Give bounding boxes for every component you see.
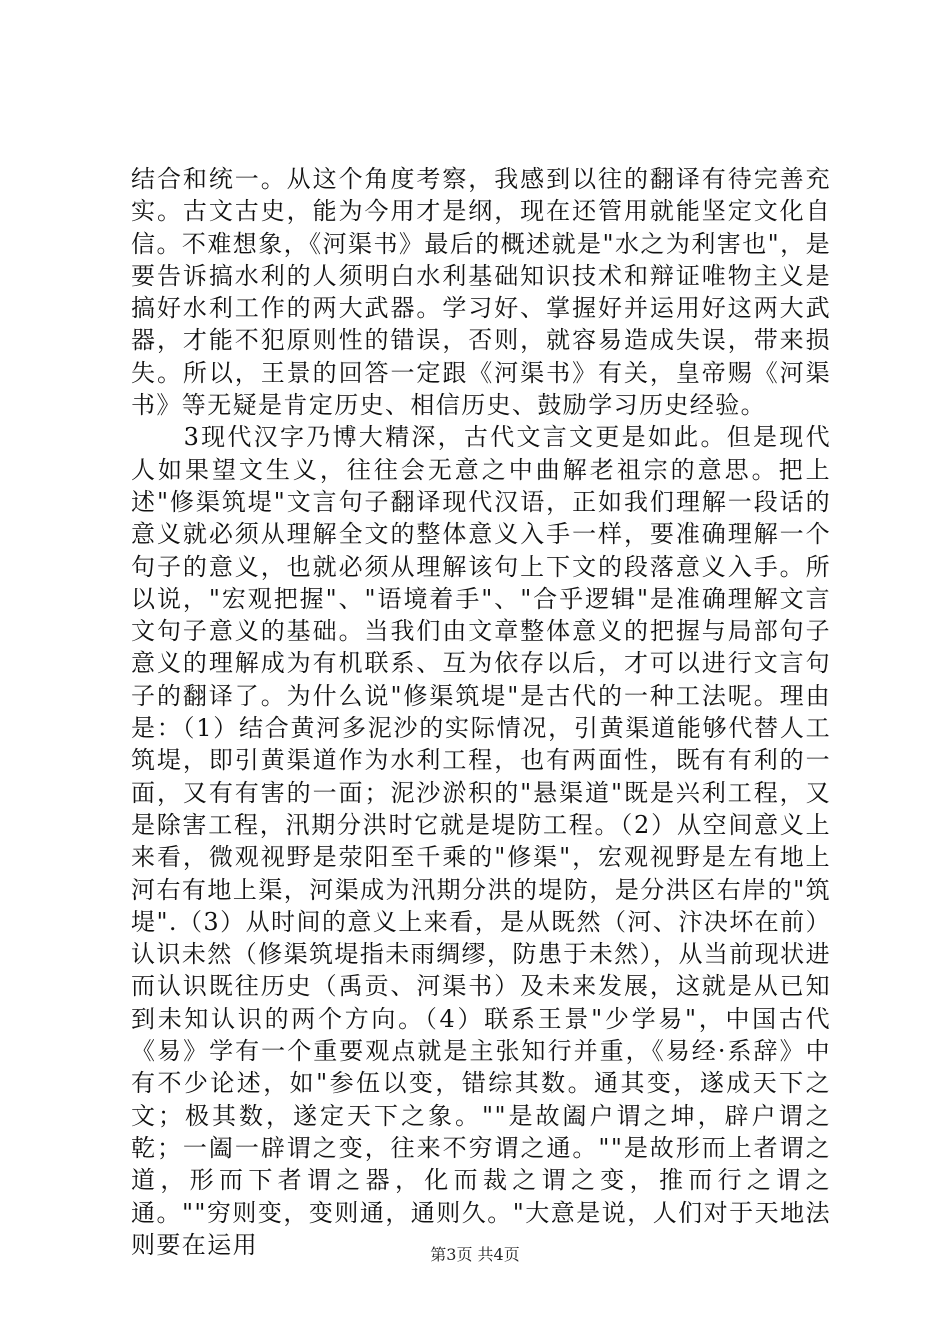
body-text	[131, 163, 831, 1261]
paragraph-1: 结合和统一。从这个角度考察，我感到以往的翻译有待完善充实。古文古史，能为今用才是纲，现在还管用就能坚定文化自信。不难想象，《河渠书》最后的概述就是"水之为利害也"，是要告诉搞水利的人须明白水利基础知识技术和辩证唯物主义是搞好水利工作的两大武器。学习好、掌握好并运用好这两大武器，才能不犯原则性的错误，否则，就容易造成失误，带来损失。所以，王景的回答一定跟《河渠书》有关，皇帝赐《河渠书》等无疑是肯定历史、相信历史、鼓励学习历史经验。	[131, 165, 831, 420]
page-footer: 第3页 共4页	[430, 1245, 520, 1264]
paragraph-2: 3现代汉字乃博大精深，古代文言文更是如此。但是现代人如果望文生义，往往会无意之中曲解老祖宗的意思。把上述"修渠筑堤"文言句子翻译现代汉语，正如我们理解一段话的意义就必须从理解全文的整体意义入手一样，要准确理解一个句子的意义，也就必须从理解该句上下文的段落意义入手。所以说，"宏观把握"、"语境着手"、"合乎逻辑"是准确理解文言文句子意义的基础。当我们由文章整体意义的把握与局部句子意义的理解成为有机联系、互为依存以后，才可以进行文言句子的翻译了。为什么说"修渠筑堤"是古代的一种工法呢。理由是：（1）结合黄河多泥沙的实际情况，引黄渠道能够代替人工筑堤，即引黄渠道作为水利工程，也有两面性，既有有利的一面，又有有害的一面；泥沙淤积的"悬渠道"既是兴利工程，又是除害工程，汛期分洪时它就是堤防工程。（2）从空间意义上来看，微观视野是荥阳至千乘的"修渠"，宏观视野是左有地上河右有地上渠，河渠成为汛期分洪的堤防，是分洪区右岸的"筑堤".（3）从时间的意义上来看，是从既然（河、汴决坏在前）认识未然（修渠筑堤指未雨绸缪，防患于未然），从当前现状进而认识既往历史（禹贡、河渠书）及未来发展，这就是从已知到未知认识的两个方向。（4）联系王景"少学易"，中国古代《易》学有一个重要观点就是主张知行并重，《易经·系辞》中有不少论述，如"参伍以变，错综其数。通其变，遂成天下之文；极其数，遂定天下之象。""是故阖户谓之坤，辟户谓之乾；一阖一辟谓之变，往来不穷谓之通。""是故形而上者谓之道，形而下者谓之器，化而裁之谓之变，推而行之谓之通。""穷则变，变则通，通则久。"大意是说，人们对于天地法则要在运用	[131, 423, 831, 1259]
